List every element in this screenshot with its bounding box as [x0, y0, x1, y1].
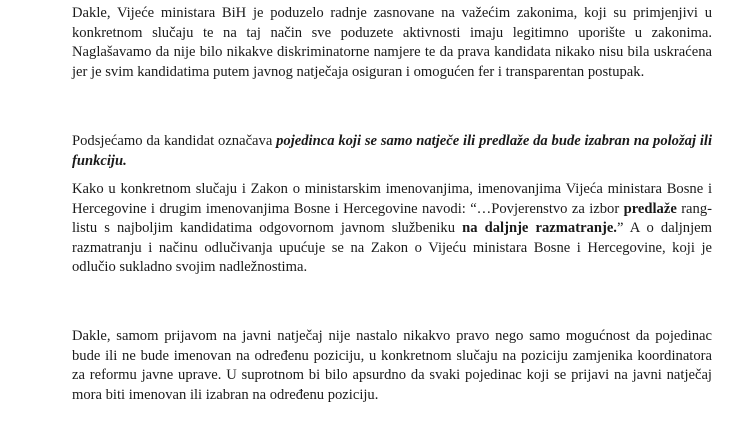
proposes-emphasis: predlaže [623, 200, 677, 217]
paragraph-1: Dakle, Vijeće ministara BiH je poduzelo radnje zasnovane na važećim zakonima, koji su primjenjivi u konkretnom slučaju te na taj način sve poduzete aktivnosti imaju legitimno uporište u zakonima. Naglašavamo da nije bilo nikakve diskriminatorne namjere te da prava kandidata nikako nisu bila uskraćena jer je svim kandidatima putem javnog natječaja osiguran i omogućen fer i transparentan postupak. [72, 5, 712, 80]
paragraph-3 [72, 180, 712, 278]
paragraph-3-intro: Kako u konkretnom slučaju i Zakon o ministarskim imenovanjima, imenovanjima Vijeća ministara Bosne i Hercegovine i drugim imenovanjima Bosne i Hercegovine navodi: “…Povjerenstvo za izbor [72, 181, 712, 217]
paragraph-3-middle: rang-listu s najboljim kandidatima odgovornom javnom službeniku [72, 200, 712, 237]
paragraph-4: Dakle, samom prijavom na javni natječaj nije nastalo nikakvo pravo nego samo mogućnost da pojedinac bude ili ne bude imenovan na određenu poziciju, u konkretnom slučaju na poziciju zamjenika koordinatora za reformu javne uprave. U suprotnom bi bilo apsurdno da svaki pojedinac koji se prijavi na javni natječaj mora biti imenovan ili izabran na određenu poziciju. [72, 328, 712, 403]
candidate-definition-emphasis: pojedinca koji se samo natječe ili predlaže da bude izabran na položaj ili funkciju. [72, 133, 712, 169]
paragraph-2-lead: Podsjećamo da kandidat označava [72, 133, 277, 149]
paragraph-2 [72, 132, 712, 171]
paragraph-3-outro: ” A o daljnjem razmatranju i načinu odlučivanja upućuje se na Zakon o Vijeću ministara Bosne i Hercegovine, koji je odlučio sukladno svojim nadležnostima. [72, 220, 712, 276]
further-consideration-emphasis: na daljnje razmatranje. [462, 220, 617, 237]
